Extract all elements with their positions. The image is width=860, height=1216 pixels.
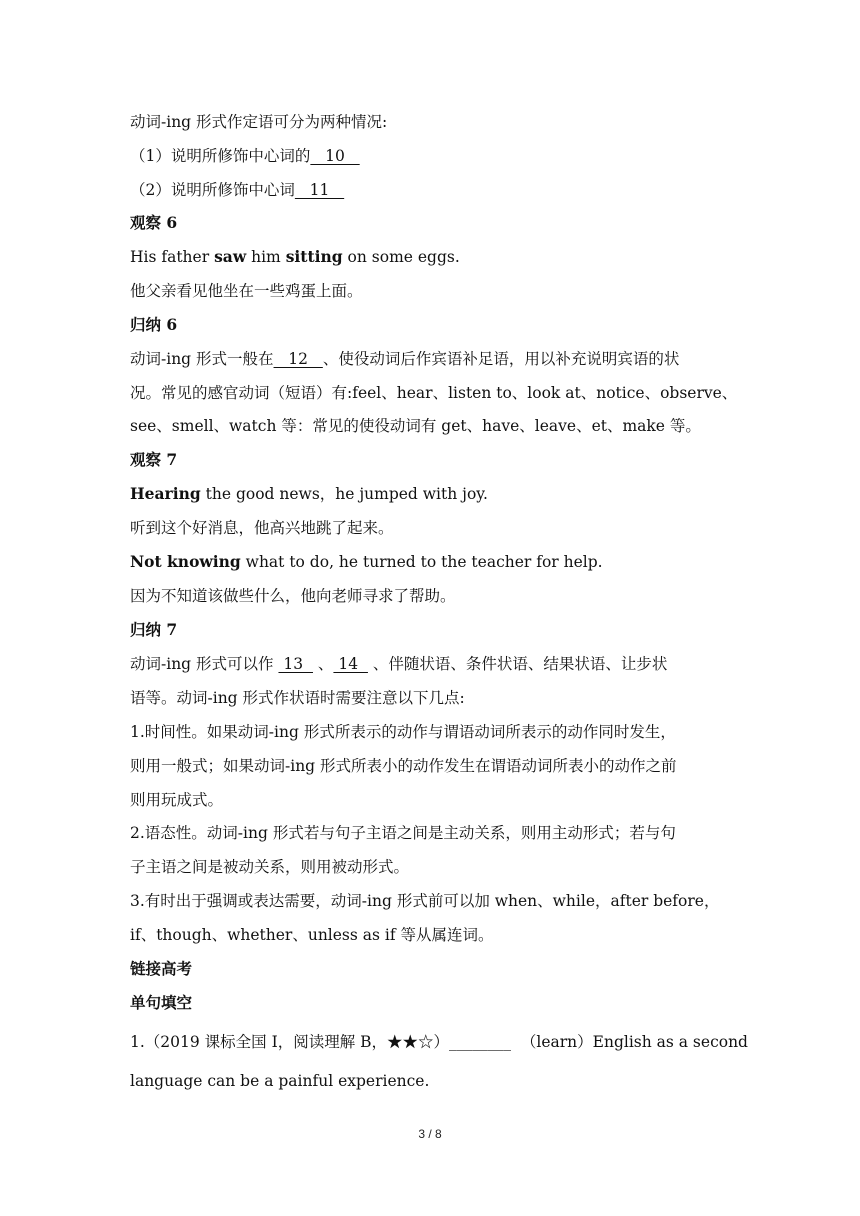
summary-6-line-3: see、smell、watch 等：常见的使役动词有 get、have、leave、et、make 等。	[130, 417, 701, 435]
obs7-s1-rest: the good news，he jumped with joy.	[200, 485, 488, 503]
point-1-line-2: 则用一般式；如果动词-ing 形式所表小的动作发生在谓语动词所表小的动作之前	[130, 757, 677, 775]
summary-7-heading: 归纳 7	[130, 620, 178, 639]
sum7-line1-pre: 动词-ing 形式可以作	[130, 655, 279, 673]
obs7-s2-rest: what to do, he turned to the teacher for help.	[240, 553, 603, 571]
obs6-text-2: him	[246, 248, 286, 266]
observe-7-heading: 观察 7	[130, 450, 178, 469]
intro-line: 动词-ing 形式作定语可分为两种情况:	[130, 113, 388, 131]
obs6-text-3: on some eggs.	[342, 248, 460, 266]
question-1-line-1: 1.（2019 课标全国 I，阅读理解 B，★★☆）________ （learn）English as a second	[130, 1033, 748, 1051]
item-1	[130, 146, 360, 166]
summary-7-line-1	[130, 654, 667, 674]
observe-7-sentence-1-chinese: 听到这个好消息，他高兴地跳了起来。	[130, 519, 394, 537]
summary-7-line-2: 语等。动词-ing 形式作状语时需要注意以下几点:	[130, 689, 465, 707]
obs7-bold-not-knowing: Not knowing	[130, 552, 241, 571]
obs6-text-1: His father	[130, 248, 215, 266]
sum7-line1-post: 、伴随状语、条件状语、结果状语、让步状	[367, 655, 668, 673]
blank-11: 11	[294, 181, 345, 199]
point-2-line-1: 2.语态性。动词-ing 形式若与句子主语之间是主动关系，则用主动形式；若与句	[130, 824, 676, 842]
point-3-line-1: 3.有时出于强调或表达需要，动词-ing 形式前可以加 when、while，after before，	[130, 892, 720, 910]
obs7-bold-hearing: Hearing	[130, 484, 201, 503]
item-2	[130, 180, 344, 200]
summary-6-heading: 归纳 6	[130, 315, 178, 334]
fill-blank-subheading: 单句填空	[130, 993, 193, 1012]
observe-7-sentence-2-chinese: 因为不知道该做些什么，他向老师寻求了帮助。	[130, 587, 456, 605]
obs6-bold-saw: saw	[214, 247, 247, 266]
point-1-line-3: 则用玩成式。	[130, 791, 224, 809]
observe-6-heading: 观察 6	[130, 213, 178, 232]
link-gaokao-heading: 链接高考	[130, 959, 193, 978]
point-1-line-1: 1.时间性。如果动词-ing 形式所表示的动作与谓语动词所表示的动作同时发生，	[130, 723, 676, 741]
blank-10: 10	[310, 147, 360, 165]
observe-6-chinese: 他父亲看见他坐在一些鸡蛋上面。	[130, 282, 363, 300]
point-2-line-2: 子主语之间是被动关系，则用被动形式。	[130, 858, 410, 876]
summary-6-line-2: 况。常见的感官动词（短语）有:feel、hear、listen to、look at、notice、observe、	[130, 384, 738, 402]
observe-7-sentence-2	[130, 552, 603, 572]
sum6-line1-post: 、使役动词后作宾语补足语，用以补充说明宾语的状	[322, 350, 680, 368]
obs6-bold-sitting: sitting	[285, 247, 343, 266]
observe-7-sentence-1	[130, 484, 488, 504]
summary-6-line-1	[130, 349, 679, 369]
page-number: 3 / 8	[418, 1127, 442, 1141]
point-3-line-2: if、though、whether、unless as if 等从属连词。	[130, 926, 494, 944]
item-1-text: （1）说明所修饰中心词的	[130, 147, 311, 165]
blank-14: 14	[333, 655, 368, 673]
blank-12: 12	[273, 350, 323, 368]
item-2-text: （2）说明所修饰中心词	[130, 181, 295, 199]
sum6-line1-pre: 动词-ing 形式一般在	[130, 350, 274, 368]
observe-6-english	[130, 247, 460, 267]
sum7-line1-mid: 、	[312, 655, 334, 673]
blank-13: 13	[278, 655, 313, 673]
question-1-line-2: language can be a painful experience.	[130, 1072, 430, 1090]
